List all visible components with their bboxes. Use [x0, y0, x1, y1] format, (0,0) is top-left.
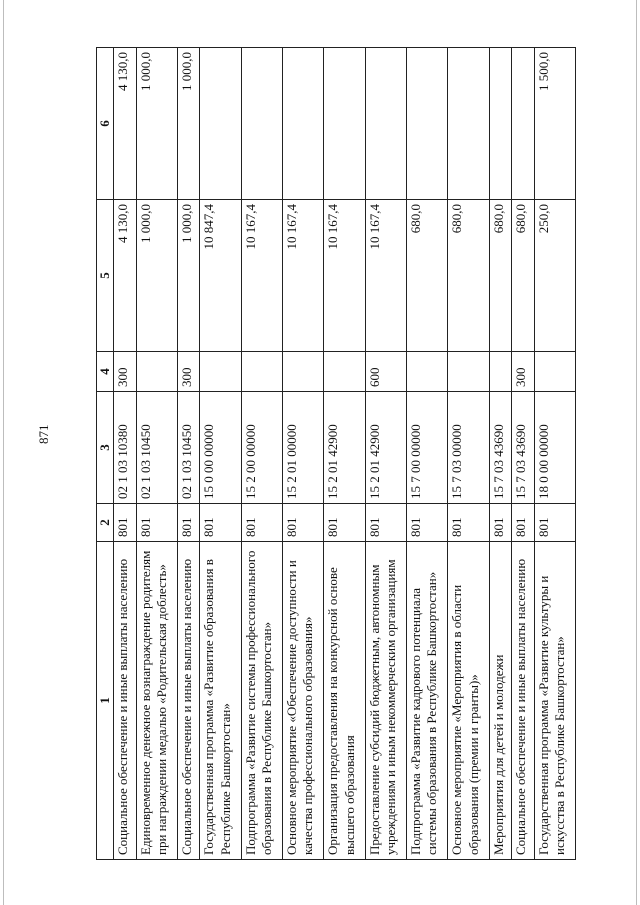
cell-type: [241, 352, 282, 392]
cell-code: 02 1 03 10380: [114, 392, 136, 504]
table-row: [448, 48, 489, 860]
cell-name: Организация предоставления на конкурсной основе высшего образования: [324, 542, 365, 860]
cell-name: Социальное обеспечение и иные выплаты населению: [512, 542, 534, 860]
cell-amount: 680,0: [407, 200, 448, 352]
cell-amount-extra: [365, 48, 406, 200]
page-number: 871: [36, 424, 51, 444]
cell-code: 15 2 00 00000: [241, 392, 282, 504]
cell-code: 15 7 03 00000: [448, 392, 489, 504]
cell-amount: 10 167,4: [283, 200, 324, 352]
cell-code: 02 1 03 10450: [177, 392, 199, 504]
cell-amount: 1 000,0: [177, 200, 199, 352]
cell-type: [136, 352, 177, 392]
cell-amount: 4 130,0: [114, 200, 136, 352]
cell-type: 300: [177, 352, 199, 392]
cell-amount: 10 167,4: [365, 200, 406, 352]
cell-type: 300: [114, 352, 136, 392]
cell-amount-extra: 1 500,0: [534, 48, 576, 200]
cell-name: Социальное обеспечение и иные выплаты населению: [177, 542, 199, 860]
cell-type: [407, 352, 448, 392]
cell-type: [489, 352, 511, 392]
scan-edge-right: [636, 0, 637, 905]
cell-amount-extra: 4 130,0: [114, 48, 136, 200]
cell-amount-extra: 1 000,0: [136, 48, 177, 200]
table-row: [512, 48, 534, 860]
header-col-2: 2: [97, 504, 114, 542]
cell-code: 15 0 00 00000: [200, 392, 241, 504]
cell-type: [283, 352, 324, 392]
cell-name: Государственная программа «Развитие образования в Республике Башкортостан»: [200, 542, 241, 860]
cell-amount-extra: [324, 48, 365, 200]
cell-type: [324, 352, 365, 392]
cell-ministry: 801: [512, 504, 534, 542]
cell-code: 02 1 03 10450: [136, 392, 177, 504]
table-row: [534, 48, 576, 860]
table-row: [114, 48, 136, 860]
table-row: [200, 48, 241, 860]
cell-amount-extra: [407, 48, 448, 200]
cell-amount-extra: [200, 48, 241, 200]
cell-amount: 250,0: [534, 200, 576, 352]
cell-type: 600: [365, 352, 406, 392]
cell-amount-extra: [448, 48, 489, 200]
header-col-1: 1: [97, 542, 114, 860]
cell-amount-extra: [241, 48, 282, 200]
cell-code: 15 7 03 43690: [512, 392, 534, 504]
header-col-6: 6: [97, 48, 114, 200]
cell-name: Подпрограмма «Развитие кадрового потенциала системы образования в Республике Башкортостан»: [407, 542, 448, 860]
cell-ministry: 801: [136, 504, 177, 542]
cell-type: [534, 352, 576, 392]
cell-amount-extra: 1 000,0: [177, 48, 199, 200]
cell-type: 300: [512, 352, 534, 392]
table-row: [365, 48, 406, 860]
cell-amount: 1 000,0: [136, 200, 177, 352]
cell-ministry: 801: [283, 504, 324, 542]
cell-name: Основное мероприятие «Мероприятия в области образования (премии и гранты)»: [448, 542, 489, 860]
table-header-row: [97, 48, 114, 860]
table-row: [136, 48, 177, 860]
cell-amount: 680,0: [512, 200, 534, 352]
cell-ministry: 801: [448, 504, 489, 542]
cell-code: 15 7 00 00000: [407, 392, 448, 504]
header-col-5: 5: [97, 200, 114, 352]
header-col-3: 3: [97, 392, 114, 504]
table-row: [241, 48, 282, 860]
table-row: [324, 48, 365, 860]
cell-amount: 680,0: [489, 200, 511, 352]
cell-name: Предоставление субсидий бюджетным, автономным учреждениям и иным некоммерческим организациям: [365, 542, 406, 860]
cell-amount-extra: [512, 48, 534, 200]
header-col-4: 4: [97, 352, 114, 392]
cell-code: 15 2 01 42900: [324, 392, 365, 504]
table-row: [407, 48, 448, 860]
cell-type: [200, 352, 241, 392]
cell-type: [448, 352, 489, 392]
cell-name: Социальное обеспечение и иные выплаты населению: [114, 542, 136, 860]
cell-name: Единовременное денежное вознаграждение родителям при награждении медалью «Родительская доблесть»: [136, 542, 177, 860]
cell-ministry: 801: [489, 504, 511, 542]
budget-table: [96, 47, 576, 860]
cell-ministry: 801: [365, 504, 406, 542]
cell-code: 18 0 00 00000: [534, 392, 576, 504]
table-row: [177, 48, 199, 860]
cell-ministry: 801: [114, 504, 136, 542]
cell-amount: 680,0: [448, 200, 489, 352]
cell-name: Государственная программа «Развитие культуры и искусства в Республике Башкортостан»: [534, 542, 576, 860]
cell-ministry: 801: [241, 504, 282, 542]
rotated-table-container: [96, 48, 576, 860]
cell-amount: 10 167,4: [324, 200, 365, 352]
cell-code: 15 7 03 43690: [489, 392, 511, 504]
cell-code: 15 2 01 42900: [365, 392, 406, 504]
cell-amount: 10 847,4: [200, 200, 241, 352]
scan-edge-left: [3, 0, 4, 905]
cell-name: Подпрограмма «Развитие системы профессионального образования в Республике Башкортостан»: [241, 542, 282, 860]
table-row: [283, 48, 324, 860]
cell-amount-extra: [489, 48, 511, 200]
cell-name: Мероприятия для детей и молодежи: [489, 542, 511, 860]
cell-name: Основное мероприятие «Обеспечение доступности и качества профессионального образования»: [283, 542, 324, 860]
cell-ministry: 801: [407, 504, 448, 542]
cell-ministry: 801: [177, 504, 199, 542]
table-row: [489, 48, 511, 860]
cell-amount: 10 167,4: [241, 200, 282, 352]
cell-code: 15 2 01 00000: [283, 392, 324, 504]
cell-amount-extra: [283, 48, 324, 200]
cell-ministry: 801: [324, 504, 365, 542]
cell-ministry: 801: [200, 504, 241, 542]
cell-ministry: 801: [534, 504, 576, 542]
